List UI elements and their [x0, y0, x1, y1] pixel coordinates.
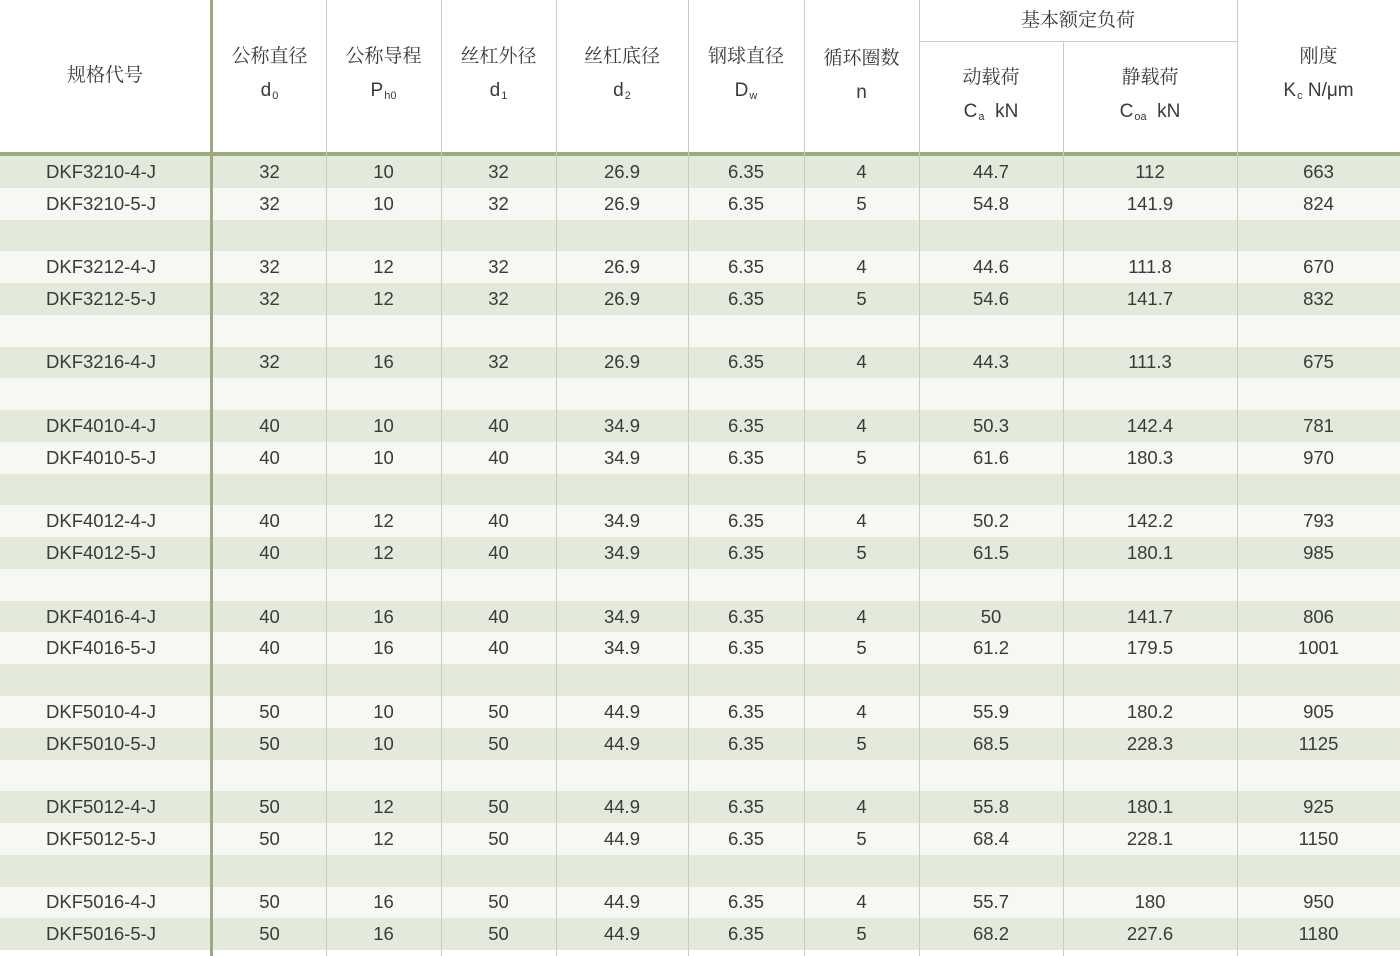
- table-cell: 5: [856, 827, 867, 849]
- table-cell: DKF5010-4-J: [46, 700, 157, 722]
- table-cell: DKF4016-5-J: [46, 637, 157, 659]
- table-cell: [919, 220, 1063, 252]
- header-screw-root: [556, 0, 688, 152]
- table-cell: 40: [488, 637, 509, 659]
- table-cell: 1150: [1298, 827, 1339, 849]
- table-cell: 950: [1303, 891, 1334, 913]
- table-cell: [326, 474, 441, 506]
- header-label: 刚度: [1299, 45, 1338, 67]
- table-cell: 12: [373, 256, 394, 278]
- header-symbol: $C_a$ kN: [963, 100, 1019, 123]
- table-cell: 68.2: [972, 923, 1009, 945]
- table-cell: 10: [373, 415, 394, 436]
- table-cell: 34.9: [603, 542, 640, 564]
- header-label: 丝杠底径: [583, 45, 660, 67]
- table-cell: 40: [259, 446, 280, 468]
- table-cell: DKF4012-5-J: [46, 542, 157, 564]
- table-cell: 44.9: [603, 891, 640, 913]
- table-cell: [1063, 220, 1237, 252]
- table-cell: 50.2: [972, 510, 1009, 532]
- table-cell: 55.8: [972, 796, 1009, 818]
- table-cell: 179.5: [1126, 637, 1174, 659]
- table-cell: 34.9: [603, 605, 640, 627]
- table-cell: [1063, 378, 1237, 410]
- table-cell: 61.6: [972, 446, 1009, 468]
- table-cell: [441, 220, 556, 252]
- table-cell: 50: [259, 732, 280, 754]
- table-cell: [688, 855, 804, 887]
- table-cell: DKF5010-5-J: [46, 732, 157, 754]
- table-cell: 44.9: [603, 796, 640, 818]
- header-nominal-diameter: [213, 0, 326, 152]
- table-cell: 55.9: [972, 700, 1009, 722]
- table-cell: 180.1: [1126, 796, 1174, 818]
- table-cell: 6.35: [727, 446, 764, 468]
- table-cell: 180.1: [1126, 542, 1174, 564]
- table-cell: 50: [259, 700, 280, 722]
- table-cell: 40: [259, 510, 280, 532]
- table-cell: [326, 220, 441, 252]
- table-cell: 50: [259, 891, 280, 913]
- table-cell: [1237, 855, 1400, 887]
- table-cell: [213, 569, 326, 601]
- table-cell: 793: [1303, 510, 1334, 532]
- table-cell: 26.9: [603, 351, 640, 373]
- table-cell: [556, 569, 688, 601]
- table-cell: [326, 855, 441, 887]
- table-cell: [1063, 569, 1237, 601]
- column-divider: [688, 0, 689, 956]
- table-cell: [441, 569, 556, 601]
- table-cell: 142.4: [1126, 415, 1174, 436]
- table-cell: 44.6: [972, 256, 1009, 278]
- table-cell: 925: [1303, 796, 1334, 818]
- table-cell: [804, 855, 919, 887]
- table-cell: 6.35: [727, 351, 764, 373]
- table-cell: [326, 760, 441, 792]
- table-cell: [804, 315, 919, 347]
- table-cell: 32: [488, 160, 509, 182]
- header-model-label: 规格代号: [66, 65, 143, 86]
- table-cell: 40: [488, 510, 509, 532]
- header-label: 丝杠外径: [460, 45, 537, 67]
- table-cell: 40: [259, 415, 280, 436]
- table-cell: 6.35: [727, 923, 764, 945]
- table-cell: 50: [980, 605, 1002, 627]
- table-cell: [326, 315, 441, 347]
- column-divider: [441, 0, 442, 956]
- table-cell: 6.35: [727, 637, 764, 659]
- table-cell: 50: [259, 827, 280, 849]
- table-cell: 50: [488, 827, 509, 849]
- table-cell: 32: [259, 287, 280, 309]
- table-cell: [0, 315, 210, 347]
- table-cell: [0, 664, 210, 696]
- table-cell: 4: [856, 700, 867, 722]
- table-cell: 40: [488, 605, 509, 627]
- table-cell: 5: [856, 192, 867, 214]
- column-divider: [1063, 42, 1064, 956]
- table-cell: [213, 315, 326, 347]
- table-cell: 6.35: [727, 827, 764, 849]
- table-cell: [1237, 378, 1400, 410]
- table-cell: 68.4: [972, 827, 1009, 849]
- table-cell: 141.7: [1126, 287, 1174, 309]
- table-cell: 111.3: [1128, 351, 1172, 373]
- table-cell: DKF5012-4-J: [46, 796, 157, 818]
- table-cell: 228.3: [1126, 732, 1174, 754]
- table-cell: [441, 760, 556, 792]
- header-model: [0, 0, 210, 152]
- table-cell: 50: [488, 891, 509, 913]
- table-cell: [1063, 474, 1237, 506]
- table-cell: 806: [1303, 605, 1334, 627]
- table-cell: 50: [488, 700, 509, 722]
- table-cell: 905: [1303, 700, 1334, 722]
- table-cell: [213, 474, 326, 506]
- table-cell: 663: [1303, 160, 1334, 182]
- table-cell: DKF3212-4-J: [46, 256, 157, 278]
- table-cell: 670: [1303, 256, 1334, 278]
- table-cell: [326, 378, 441, 410]
- table-cell: 6.35: [727, 415, 764, 436]
- table-cell: [1237, 569, 1400, 601]
- table-cell: 50: [488, 732, 509, 754]
- table-cell: 10: [373, 160, 394, 182]
- table-cell: 40: [488, 446, 509, 468]
- table-cell: 10: [373, 732, 394, 754]
- column-divider: [919, 0, 920, 956]
- table-cell: [804, 220, 919, 252]
- table-cell: 40: [259, 542, 280, 564]
- table-cell: 4: [856, 415, 867, 436]
- header-nominal-lead: [326, 0, 441, 152]
- table-cell: [804, 569, 919, 601]
- table-cell: [804, 474, 919, 506]
- table-cell: [213, 220, 326, 252]
- table-cell: [688, 760, 804, 792]
- table-cell: 10: [373, 446, 394, 468]
- header-label: 循环圈数: [823, 48, 900, 69]
- table-cell: 40: [488, 542, 509, 564]
- table-cell: [1063, 760, 1237, 792]
- table-cell: [919, 315, 1063, 347]
- table-cell: 6.35: [727, 605, 764, 627]
- table-cell: 32: [488, 256, 509, 278]
- table-cell: [688, 664, 804, 696]
- table-cell: DKF3212-5-J: [46, 287, 157, 309]
- column-divider: [804, 0, 805, 956]
- table-cell: 6.35: [727, 256, 764, 278]
- table-cell: [556, 220, 688, 252]
- table-cell: 6.35: [727, 510, 764, 532]
- table-cell: 12: [373, 796, 394, 818]
- table-cell: 44.9: [603, 923, 640, 945]
- header-symbol: n: [856, 82, 867, 103]
- table-cell: [919, 569, 1063, 601]
- table-cell: 34.9: [603, 446, 640, 468]
- header-symbol: $P_{h0}$: [370, 79, 397, 102]
- table-cell: [556, 378, 688, 410]
- table-cell: 55.7: [972, 891, 1009, 913]
- table-cell: [804, 664, 919, 696]
- table-cell: 32: [488, 287, 509, 309]
- table-cell: [688, 220, 804, 252]
- table-cell: 10: [373, 700, 394, 722]
- table-cell: [441, 474, 556, 506]
- table-cell: 26.9: [603, 287, 640, 309]
- table-cell: 781: [1303, 415, 1334, 436]
- table-cell: [688, 378, 804, 410]
- table-cell: 16: [373, 923, 394, 945]
- table-cell: [804, 760, 919, 792]
- table-cell: 6.35: [727, 796, 764, 818]
- table-cell: 44.9: [603, 700, 640, 722]
- table-cell: [919, 664, 1063, 696]
- table-cell: 4: [856, 605, 867, 627]
- table-cell: [0, 855, 210, 887]
- table-cell: [919, 474, 1063, 506]
- column-divider: [1237, 0, 1238, 956]
- table-cell: 1180: [1298, 923, 1339, 945]
- header-symbol: $d_2$: [613, 79, 631, 102]
- table-cell: 111.8: [1128, 256, 1172, 278]
- table-cell: [1237, 760, 1400, 792]
- table-cell: 40: [259, 637, 280, 659]
- table-cell: 1001: [1297, 637, 1340, 659]
- table-cell: 180.2: [1126, 700, 1174, 722]
- table-cell: [688, 474, 804, 506]
- table-cell: DKF3210-4-J: [46, 160, 157, 182]
- table-cell: 44.9: [603, 827, 640, 849]
- table-cell: DKF4016-4-J: [46, 605, 157, 627]
- table-cell: 142.2: [1126, 510, 1174, 532]
- header-stiffness: [1237, 0, 1400, 152]
- table-cell: 4: [856, 510, 867, 532]
- table-cell: 12: [373, 287, 394, 309]
- table-cell: [1063, 855, 1237, 887]
- table-cell: 12: [373, 827, 394, 849]
- table-cell: 32: [488, 192, 509, 214]
- header-static-load: [1063, 42, 1237, 152]
- table-cell: DKF3216-4-J: [46, 351, 157, 373]
- table-cell: [1063, 664, 1237, 696]
- table-cell: 5: [856, 287, 867, 309]
- header-ball-diameter: [688, 0, 804, 152]
- table-cell: [441, 315, 556, 347]
- table-cell: 26.9: [603, 160, 640, 182]
- header-label: 静载荷: [1121, 66, 1179, 88]
- table-cell: 32: [259, 192, 280, 214]
- table-cell: 44.3: [972, 351, 1009, 373]
- table-cell: 12: [373, 510, 394, 532]
- table-cell: [0, 220, 210, 252]
- table-cell: [1237, 315, 1400, 347]
- table-cell: 141.9: [1126, 192, 1174, 214]
- table-cell: 5: [856, 923, 867, 945]
- table-cell: 675: [1303, 351, 1334, 373]
- table-cell: 44.7: [972, 160, 1009, 182]
- table-cell: 61.2: [972, 637, 1009, 659]
- table-cell: 54.6: [972, 287, 1009, 309]
- table-cell: 40: [488, 415, 509, 436]
- table-cell: 12: [373, 542, 394, 564]
- table-cell: 10: [373, 192, 394, 214]
- header-symbol: $d_0$: [260, 79, 279, 102]
- header-screw-outer: [441, 0, 556, 152]
- table-cell: 50: [488, 796, 509, 818]
- table-cell: 6.35: [727, 542, 764, 564]
- table-cell: [919, 378, 1063, 410]
- table-cell: 32: [259, 351, 280, 373]
- table-cell: 32: [259, 256, 280, 278]
- table-cell: 824: [1303, 192, 1334, 214]
- table-cell: [1063, 315, 1237, 347]
- table-cell: 112: [1135, 160, 1165, 182]
- table-cell: 50: [259, 796, 280, 818]
- table-cell: [919, 760, 1063, 792]
- header-load-group: [919, 0, 1237, 41]
- table-cell: 16: [373, 891, 394, 913]
- table-cell: 5: [856, 446, 867, 468]
- table-cell: 228.1: [1126, 827, 1174, 849]
- table-cell: 6.35: [727, 287, 764, 309]
- table-cell: [688, 569, 804, 601]
- table-cell: 4: [856, 796, 867, 818]
- table-cell: [213, 664, 326, 696]
- table-cell: 6.35: [727, 160, 764, 182]
- table-cell: 44.9: [603, 732, 640, 754]
- table-cell: 26.9: [603, 192, 640, 214]
- table-cell: 6.35: [727, 732, 764, 754]
- table-cell: 50: [259, 923, 280, 945]
- table-cell: 1125: [1298, 732, 1339, 754]
- table-cell: 4: [856, 891, 867, 913]
- table-cell: [213, 855, 326, 887]
- table-cell: DKF4010-4-J: [46, 415, 157, 436]
- table-cell: [1237, 220, 1400, 252]
- table-cell: [688, 315, 804, 347]
- table-cell: 34.9: [603, 637, 640, 659]
- table-cell: 40: [259, 605, 280, 627]
- table-cell: [1237, 474, 1400, 506]
- table-cell: 180.3: [1126, 446, 1174, 468]
- table-cell: 227.6: [1126, 923, 1174, 945]
- header-circuits: [804, 0, 919, 152]
- table-cell: 985: [1303, 542, 1334, 564]
- table-cell: 970: [1303, 446, 1334, 468]
- column-divider: [556, 0, 557, 956]
- header-symbol: $K_c$ N/μm: [1283, 79, 1354, 102]
- table-cell: 50.3: [972, 415, 1009, 436]
- header-label: 公称导程: [345, 45, 422, 67]
- table-cell: [556, 760, 688, 792]
- table-cell: [556, 664, 688, 696]
- table-cell: [0, 760, 210, 792]
- table-cell: [441, 378, 556, 410]
- table-cell: 34.9: [603, 415, 640, 436]
- table-cell: 832: [1303, 287, 1334, 309]
- table-cell: DKF3210-5-J: [46, 192, 157, 214]
- table-cell: [556, 855, 688, 887]
- table-cell: 54.8: [972, 192, 1009, 214]
- table-cell: DKF5016-4-J: [46, 891, 157, 913]
- header-label: 钢球直径: [707, 45, 784, 67]
- table-cell: 4: [856, 256, 867, 278]
- table-cell: 4: [856, 160, 867, 182]
- table-cell: [326, 664, 441, 696]
- table-cell: DKF4010-5-J: [46, 446, 157, 468]
- table-cell: 32: [488, 351, 509, 373]
- table-cell: DKF5016-5-J: [46, 923, 157, 945]
- table-cell: DKF4012-4-J: [46, 510, 157, 532]
- table-cell: 180: [1134, 891, 1166, 913]
- header-label: 公称直径: [231, 45, 308, 67]
- column-divider: [210, 0, 213, 956]
- table-cell: 5: [856, 637, 867, 659]
- table-cell: 6.35: [727, 891, 764, 913]
- header-group-label: 基本额定负荷: [1020, 9, 1135, 31]
- header-symbol: $C_{oa}$ kN: [1119, 100, 1181, 123]
- header-symbol: $D_w$: [734, 79, 758, 102]
- header-symbol: $d_1$: [489, 79, 508, 102]
- table-cell: 141.7: [1126, 605, 1174, 627]
- table-cell: 26.9: [603, 256, 640, 278]
- table-cell: [0, 474, 210, 506]
- table-cell: 5: [856, 542, 867, 564]
- table-cell: 61.5: [972, 542, 1009, 564]
- table-cell: [556, 315, 688, 347]
- table-cell: [804, 378, 919, 410]
- table-cell: 4: [856, 351, 867, 373]
- header-dynamic-load: [919, 42, 1063, 152]
- table-cell: [441, 855, 556, 887]
- table-cell: [441, 664, 556, 696]
- table-cell: 16: [373, 637, 394, 659]
- table-cell: 6.35: [727, 192, 764, 214]
- table-cell: [556, 474, 688, 506]
- table-cell: DKF5012-5-J: [46, 827, 157, 849]
- table-cell: [0, 378, 210, 410]
- table-cell: [326, 569, 441, 601]
- table-cell: [1237, 664, 1400, 696]
- header-label: 动载荷: [962, 66, 1020, 88]
- table-cell: 32: [259, 160, 280, 182]
- table-cell: [919, 855, 1063, 887]
- table-cell: 6.35: [727, 700, 764, 722]
- table-cell: 68.5: [972, 732, 1009, 754]
- table-cell: [213, 378, 326, 410]
- table-cell: 5: [856, 732, 867, 754]
- table-cell: 16: [373, 605, 394, 627]
- table-cell: 34.9: [603, 510, 640, 532]
- table-cell: [213, 760, 326, 792]
- table-cell: 50: [488, 923, 509, 945]
- table-cell: [0, 569, 210, 601]
- column-divider: [326, 0, 327, 956]
- table-cell: 16: [373, 351, 394, 373]
